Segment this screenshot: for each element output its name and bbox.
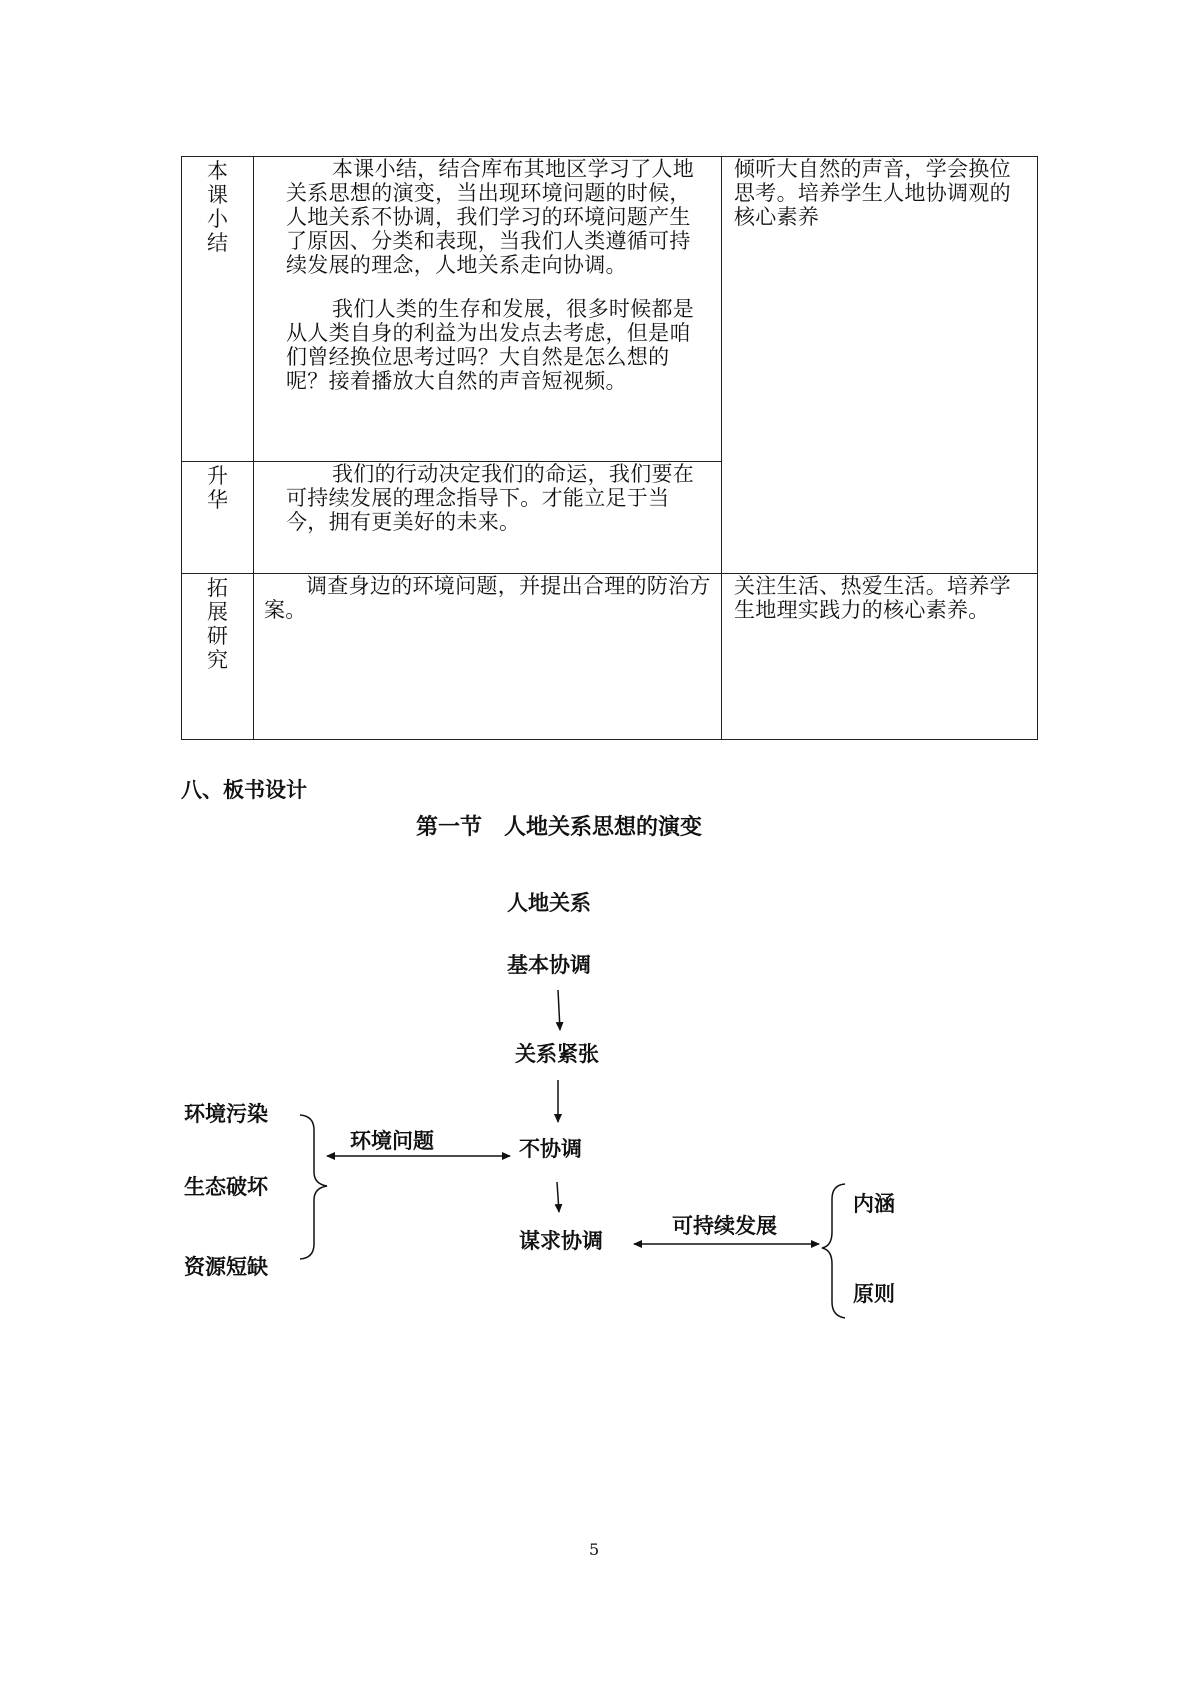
node-basic-coordination: 基本协调 <box>507 953 591 977</box>
row-content-sublimation: 我们的行动决定我们的命运，我们要在可持续发展的理念指导下。才能立足于当今，拥有更美好的未来。 <box>254 462 722 574</box>
row-content-summary <box>254 157 722 462</box>
table-row-summary <box>182 157 1038 462</box>
label-sustainable-development: 可持续发展 <box>672 1214 777 1238</box>
issue-pollution: 环境污染 <box>184 1102 268 1126</box>
page-number: 5 <box>589 1540 600 1559</box>
row-label-extension: 拓 展 研 究 <box>182 574 254 740</box>
row-content-extension: 调查身边的环境问题，并提出合理的防治方案。 <box>254 574 722 740</box>
row-label-sublimation: 升 华 <box>182 462 254 574</box>
node-tension: 关系紧张 <box>515 1042 599 1066</box>
right-brace <box>822 1184 845 1318</box>
sustain-connotation: 内涵 <box>853 1192 895 1216</box>
note-cell-1: 倾听大自然的声音，学会换位思考。培养学生人地协调观的核心素养 <box>722 157 1038 574</box>
sustain-principles: 原则 <box>853 1282 895 1306</box>
summary-paragraph-1: 本课小结，结合库布其地区学习了人地关系思想的演变，当出现环境问题的时候，人地关系不协调，我们学习的环境问题产生了原因、分类和表现，当我们人类遵循可持续发展的理念，人地关系走向协调。 <box>286 157 695 277</box>
node-people-land: 人地关系 <box>507 891 591 915</box>
node-uncoordinated: 不协调 <box>519 1137 582 1161</box>
section-heading: 八、板书设计 <box>181 778 307 802</box>
summary-paragraph-2: 我们人类的生存和发展，很多时候都是从人类自身的利益为出发点去考虑，但是咱们曾经换位思考过吗？大自然是怎么想的呢？接着播放大自然的声音短视频。 <box>286 297 695 393</box>
lesson-table <box>181 156 1038 740</box>
label-environmental-problems: 环境问题 <box>350 1129 434 1153</box>
left-brace <box>300 1115 327 1259</box>
issue-resource-shortage: 资源短缺 <box>184 1255 268 1279</box>
note-cell-2: 关注生活、热爱生活。培养学生地理实践力的核心素养。 <box>722 574 1038 740</box>
issue-ecological-damage: 生态破坏 <box>184 1175 268 1199</box>
board-title: 第一节 人地关系思想的演变 <box>416 815 703 840</box>
node-seek-coordination: 谋求协调 <box>519 1229 603 1253</box>
arrow-down-1 <box>558 990 560 1030</box>
row-label-summary: 本 课 小 结 <box>182 157 254 462</box>
arrow-down-3 <box>557 1182 559 1212</box>
table-row-extension <box>182 574 1038 740</box>
